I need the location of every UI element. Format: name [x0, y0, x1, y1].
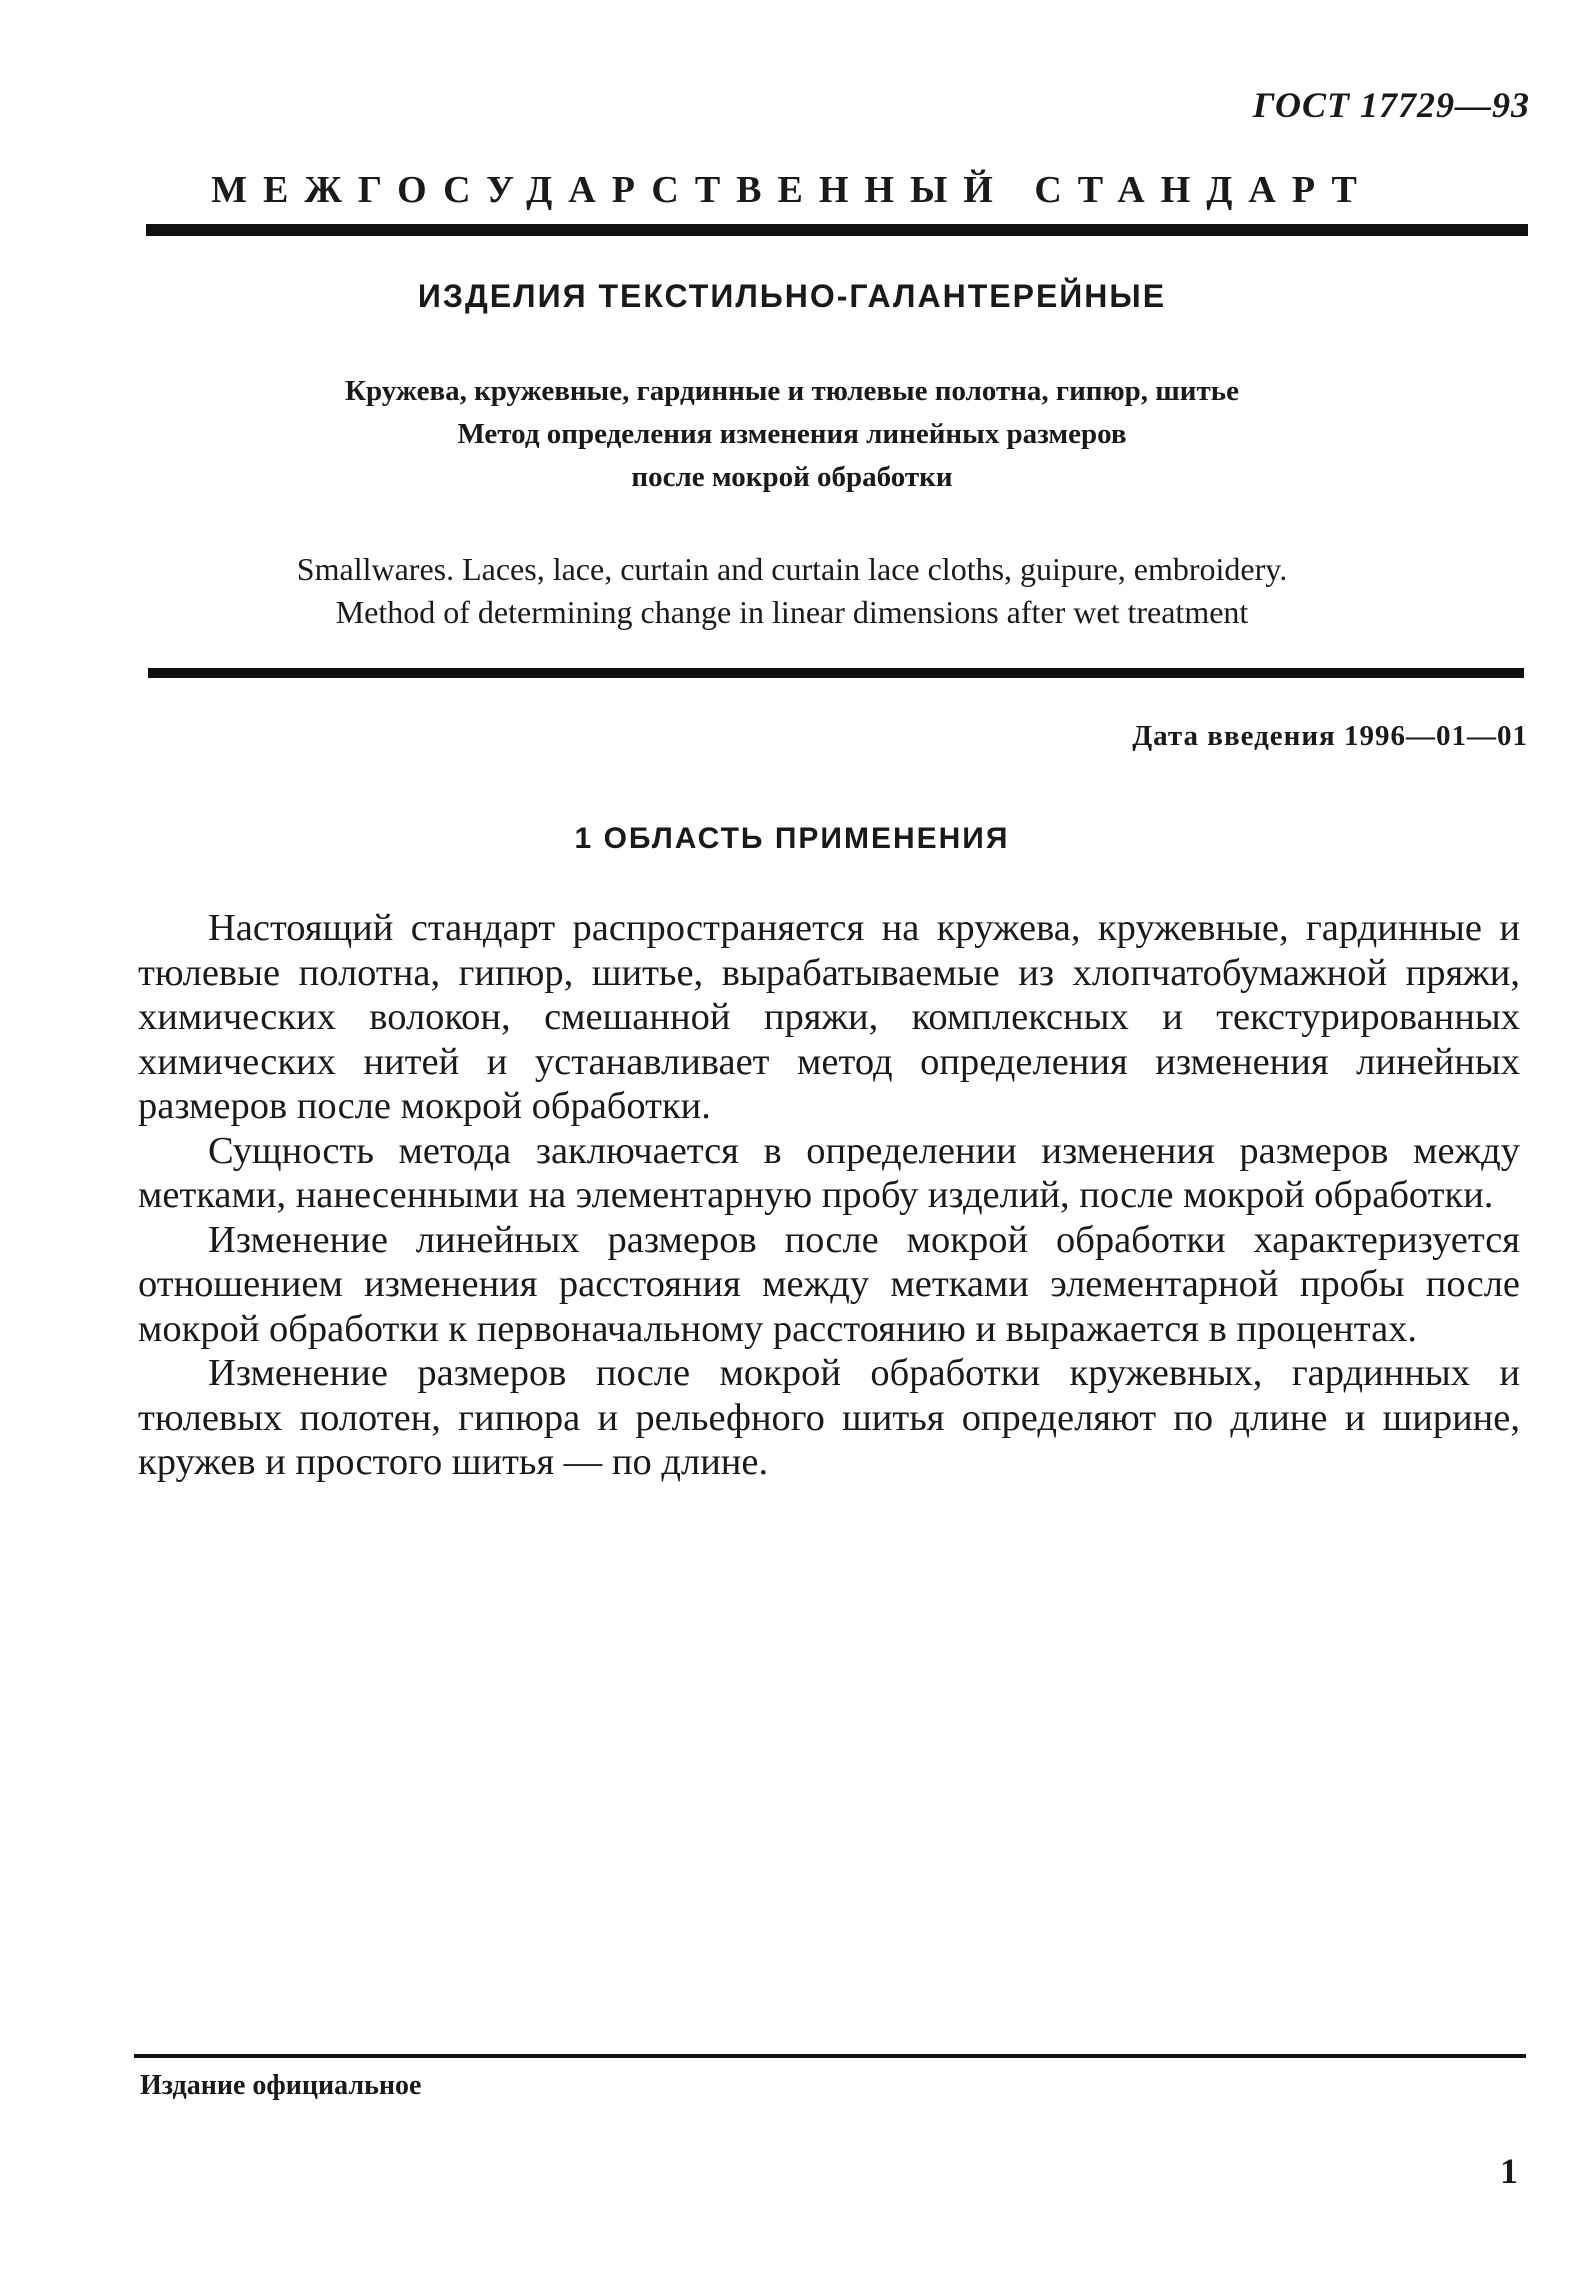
subtitle-line: после мокрой обработки: [631, 461, 953, 493]
body-paragraph: Сущность метода заключается в определении изменения размеров между метками, нанесенными на элементарную пробу изделий, после мокрой обработки.: [138, 1129, 1520, 1216]
subtitle-line: Метод определения изменения линейных размеров: [457, 418, 1127, 450]
page-number: 1: [1500, 2151, 1518, 2191]
header-rule-top: [146, 224, 1528, 236]
body-paragraph: Изменение размеров после мокрой обработки кружевных, гардинных и тюлевых полотен, гипюра и рельефного шитья определяют по длине и ширине, кружев и простого шитья — по длине.: [138, 1352, 1520, 1483]
subtitle-line: Кружева, кружевные, гардинные и тюлевые полотна, гипюр, шитье: [345, 375, 1239, 407]
title-rule-bottom: [148, 668, 1524, 678]
section-body: [138, 906, 1520, 1485]
section-heading: 1 ОБЛАСТЬ ПРИМЕНЕНИЯ: [574, 822, 1010, 855]
english-title-line: Smallwares. Laces, lace, curtain and curtain lace cloths, guipure, embroidery.: [296, 551, 1288, 587]
introduction-date: Дата введения 1996—01—01: [1132, 720, 1528, 752]
document-subtitle: [0, 370, 1584, 499]
document-title: ИЗДЕЛИЯ ТЕКСТИЛЬНО-ГАЛАНТЕРЕЙНЫЕ: [417, 278, 1167, 314]
english-title-line: Method of determining change in linear dimensions after wet treatment: [335, 594, 1249, 630]
body-paragraph: Настоящий стандарт распространяется на кружева, кружевные, гардинные и тюлевые полотна, гипюр, шитье, вырабатываемые из хлопчатобумажной пряжи, химических волокон, смешанной пряжи, комплексных и текстурированных химических нитей и устанавливает метод определения изменения линейных размеров после мокрой обработки.: [138, 907, 1520, 1127]
edition-label: Издание официальное: [140, 2070, 422, 2101]
english-title: [0, 548, 1584, 634]
body-paragraph: Изменение линейных размеров после мокрой обработки характеризуется отношением изменения расстояния между метками элементарной пробы после мокрой обработки к первоначальному расстоянию и выражается в процентах.: [138, 1218, 1520, 1350]
footer-rule: [134, 2054, 1526, 2058]
gost-code: ГОСТ 17729—93: [1252, 85, 1530, 125]
standard-type-heading: МЕЖГОСУДАРСТВЕННЫЙ СТАНДАРТ: [211, 169, 1373, 211]
